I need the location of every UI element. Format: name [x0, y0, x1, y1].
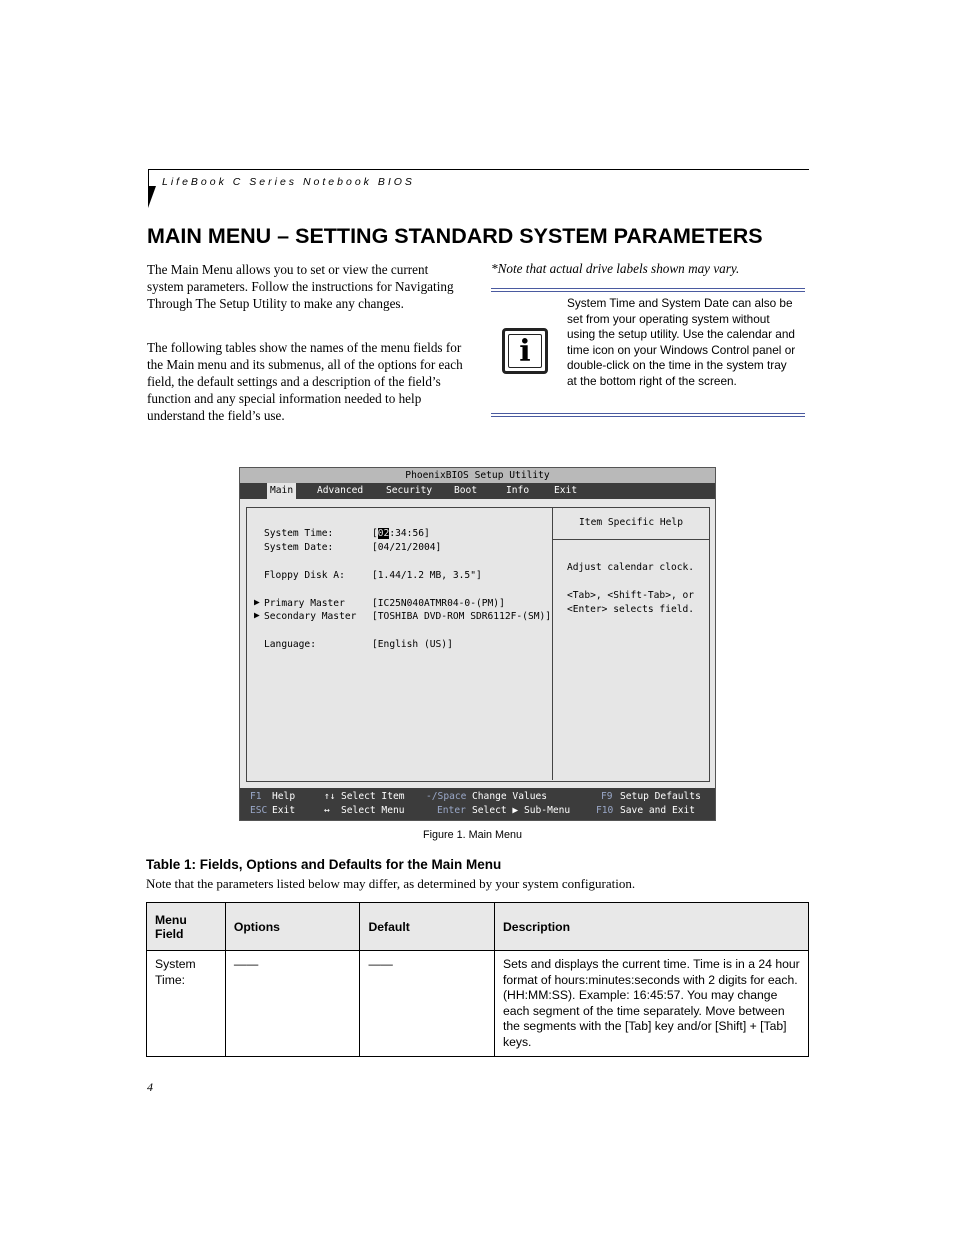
bios-help-title: Item Specific Help: [553, 507, 709, 540]
info-icon: [502, 328, 548, 374]
help-line-1: Adjust calendar clock.: [567, 562, 695, 573]
key-leftright: ↔: [324, 805, 330, 816]
cell-description: Sets and displays the current time. Time is in a 24 hour format of hours:minutes:seconds with 2 digits for each. (HH:MM:SS). Example: 16:45:57. You may change each segment of the time separately. Move between the segments with the [Tab] key and/or [Shift] + [Tab] keys.: [495, 951, 809, 1057]
help-line-3: <Enter> selects field.: [567, 604, 695, 615]
key-updown: ↑↓: [324, 791, 336, 802]
drive-label-note: *Note that actual drive labels shown may vary.: [491, 261, 740, 276]
field-value-system-date[interactable]: [04/21/2004]: [372, 542, 442, 553]
bios-tab-advanced[interactable]: Advanced: [317, 485, 364, 496]
bios-tab-boot[interactable]: Boot: [454, 485, 478, 496]
bios-title-bar: PhoenixBIOS Setup Utility: [240, 468, 715, 483]
field-value-secondary-master: [TOSHIBA DVD-ROM SDR6112F-(SM)]: [372, 611, 552, 622]
key-esc-label: Exit: [272, 805, 296, 816]
bios-footer: [240, 788, 715, 820]
running-header: LifeBook C Series Notebook BIOS: [162, 176, 415, 188]
bios-screen: [239, 467, 716, 821]
key-enter: Enter: [437, 805, 466, 816]
header-rule: [148, 169, 809, 170]
intro-paragraph-1: The Main Menu allows you to set or view the current system parameters. Follow the instructions for Navigating Through The Setup Utility to make any changes.: [147, 262, 454, 311]
info-box-top-rule: [491, 288, 805, 289]
bios-tab-info[interactable]: Info: [506, 485, 530, 496]
field-value-prefix: [: [372, 528, 378, 539]
info-box-text: System Time and System Date can also be set from your operating system without using the setup utility. Use the calendar and time icon on your Windows Control panel or double-click on the time in the system tray at the bottom right of the screen.: [567, 296, 796, 388]
figure-caption: Figure 1. Main Menu: [423, 829, 523, 841]
key-space: -/Space: [426, 791, 467, 802]
key-enter-label: Select ▶ Sub-Menu: [472, 805, 571, 816]
key-esc: ESC: [250, 805, 268, 816]
bios-tab-security[interactable]: Security: [386, 485, 433, 496]
header-wedge-mark: [148, 186, 156, 208]
col-header-options: Options: [225, 903, 360, 951]
field-label-secondary-master[interactable]: Secondary Master: [264, 611, 357, 622]
key-space-label: Change Values: [472, 791, 548, 802]
field-label-primary-master[interactable]: Primary Master: [264, 598, 345, 609]
section-title: MAIN MENU – SETTING STANDARD SYSTEM PARAMETERS: [147, 224, 763, 248]
key-f10: F10: [596, 805, 614, 816]
cell-options: ——: [225, 951, 360, 1057]
field-label-system-time: System Time:: [264, 528, 334, 539]
field-value-language[interactable]: [English (US)]: [372, 639, 453, 650]
field-label-language: Language:: [264, 639, 316, 650]
table-row: [147, 951, 809, 1057]
col-header-menu-field: Menu Field: [147, 903, 226, 951]
table-header-row: [147, 903, 809, 951]
col-header-default: Default: [360, 903, 495, 951]
key-f9-label: Setup Defaults: [620, 791, 701, 802]
key-f1: F1: [250, 791, 262, 802]
field-value-system-time[interactable]: [372, 528, 430, 539]
info-box-bottom-rule: [491, 413, 805, 414]
key-f1-label: Help: [272, 791, 296, 802]
info-icon-glyph: i: [508, 334, 542, 368]
submenu-arrow-icon: ▶: [254, 597, 260, 608]
bios-tab-main[interactable]: Main: [267, 483, 296, 499]
time-cursor: 02: [377, 528, 390, 539]
field-label-system-date: System Date:: [264, 542, 334, 553]
cell-field: System Time:: [147, 951, 226, 1057]
bios-help-panel: [552, 507, 709, 780]
intro-paragraph-2: The following tables show the names of the menu fields for the Main menu and its submenus, all of the options for each field, the default settings and a description of the field’s function and any special information needed to help understand the field’s use.: [147, 340, 463, 423]
table-title: Table 1: Fields, Options and Defaults for the Main Menu: [146, 857, 502, 872]
submenu-arrow-icon: ▶: [254, 610, 260, 621]
bios-tab-exit[interactable]: Exit: [554, 485, 578, 496]
key-updown-label: Select Item: [341, 791, 405, 802]
field-value-rest: :34:56]: [389, 528, 430, 539]
info-box-bottom-rule-2: [491, 416, 805, 417]
key-f9: F9: [601, 791, 613, 802]
bios-menu-bar: [240, 483, 715, 499]
info-box-top-rule-2: [491, 291, 805, 292]
key-f10-label: Save and Exit: [620, 805, 696, 816]
field-label-floppy: Floppy Disk A:: [264, 570, 345, 581]
col-header-description: Description: [495, 903, 809, 951]
help-line-2: <Tab>, <Shift-Tab>, or: [567, 590, 695, 601]
cell-default: ——: [360, 951, 495, 1057]
key-leftright-label: Select Menu: [341, 805, 405, 816]
page-number: 4: [147, 1080, 153, 1094]
field-value-primary-master: [IC25N040ATMR04-0-(PM)]: [372, 598, 505, 609]
table-note: Note that the parameters listed below may differ, as determined by your system configuration.: [146, 876, 636, 891]
main-menu-table: [146, 902, 809, 1057]
field-value-floppy[interactable]: [1.44/1.2 MB, 3.5"]: [372, 570, 482, 581]
